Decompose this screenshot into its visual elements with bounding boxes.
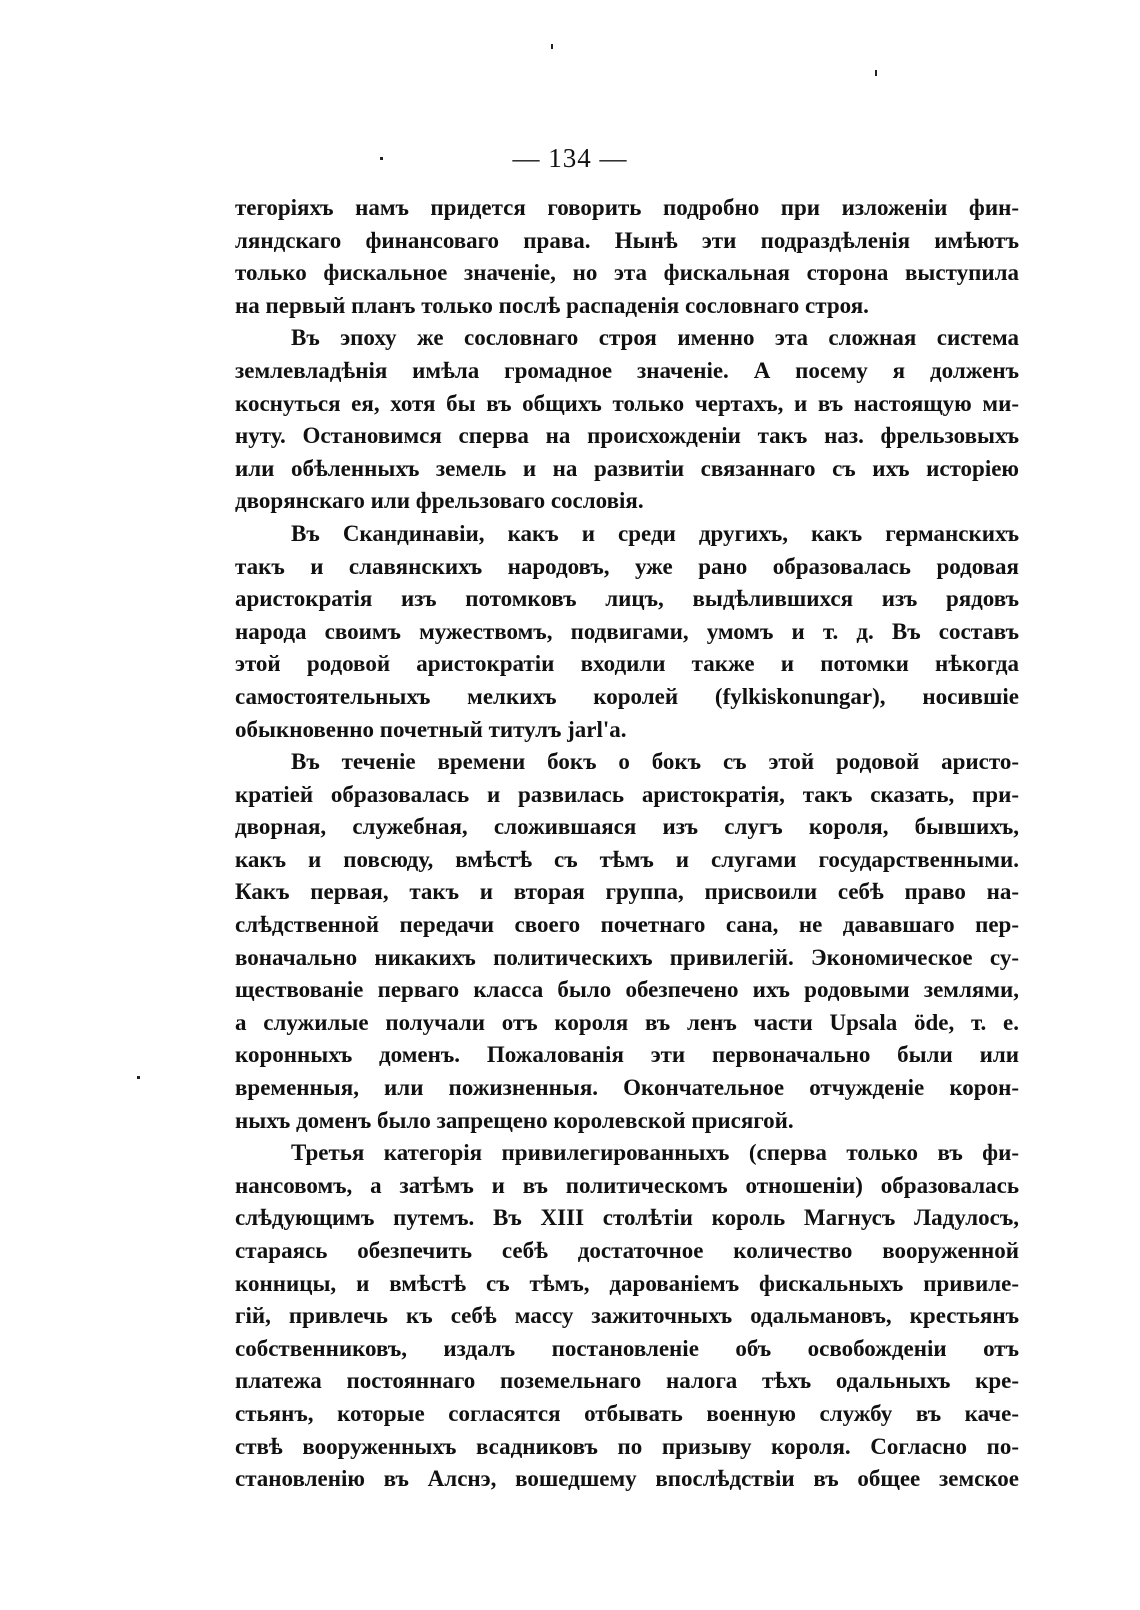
text-line: тегоріяхъ намъ придется говорить подробно при изложеніи фин-: [235, 195, 1019, 220]
text-line: на первый планъ только послѣ распаденія сословнаго строя.: [235, 292, 869, 318]
text-line: Въ Скандинавіи, какъ и среди другихъ, какъ германскихъ: [291, 520, 1019, 546]
text-line: воначально никакихъ политическихъ привилегій. Экономическое су-: [235, 944, 1019, 970]
text-line: стараясь обезпечить себѣ достаточное количество вооруженной: [235, 1238, 1019, 1263]
text-line: временныя, или пожизненныя. Окончательное отчужденіе корон-: [235, 1075, 1019, 1101]
text-line: Какъ первая, такъ и вторая группа, присвоили себѣ право на-: [235, 879, 1019, 905]
text-line: ствѣ вооруженныхъ всадниковъ по призыву короля. Согласно по-: [235, 1433, 1019, 1459]
text-line: кратіей образовалась и развилась аристократія, такъ сказать, при-: [235, 781, 1019, 807]
text-line: аристократія изъ потомковъ лицъ, выдѣлившихся изъ рядовъ: [235, 586, 1019, 612]
text-line: ныхъ доменъ было запрещено королевской присягой.: [235, 1107, 794, 1133]
text-line: платежа постояннаго поземельнаго налога тѣхъ одальныхъ кре-: [235, 1368, 1019, 1394]
text-line: Третья категорія привилегированныхъ (сперва только въ фи-: [291, 1140, 1019, 1166]
text-line: дворянскаго или фрельзоваго сословія.: [235, 488, 644, 514]
scan-speck: [380, 157, 383, 160]
text-line: ляндскаго финансоваго права. Нынѣ эти подраздѣленія имѣютъ: [235, 227, 1019, 253]
text-line: дворная, служебная, сложившаяся изъ слугъ короля, бывшихъ,: [235, 814, 1019, 840]
text-line: коронныхъ доменъ. Пожалованія эти первоначально были или: [235, 1042, 1019, 1068]
text-line: такъ и славянскихъ народовъ, уже рано образовалась родовая: [235, 553, 1019, 579]
text-line: слѣдующимъ путемъ. Въ XIII столѣтіи король Магнусъ Ладулосъ,: [235, 1205, 1019, 1231]
page-number: — 134 —: [512, 143, 628, 173]
text-line: нуту. Остановимся сперва на происхожденіи такъ наз. фрельзовыхъ: [235, 423, 1019, 449]
text-line: становленію въ Алснэ, вошедшему впослѣдствіи въ общее земское: [235, 1466, 1019, 1492]
text-line: обыкновенно почетный титулъ jarl'а.: [235, 716, 627, 742]
text-line: Въ эпоху же сословнаго строя именно эта сложная система: [291, 325, 1019, 351]
text-line: народа своимъ мужествомъ, подвигами, умомъ и т. д. Въ составъ: [235, 618, 1019, 644]
text-line: землевладѣнія имѣла громадное значеніе. А посему я долженъ: [235, 357, 1019, 383]
text-line: собственниковъ, издалъ постановленіе объ освобожденіи отъ: [235, 1335, 1019, 1361]
text-line: гій, привлечь къ себѣ массу зажиточныхъ одальмановъ, крестьянъ: [235, 1303, 1019, 1329]
text-line: или обѣленныхъ земель и на развитіи связаннаго съ ихъ исторіею: [235, 455, 1019, 481]
text-line: этой родовой аристократіи входили также и потомки нѣкогда: [235, 651, 1019, 677]
scan-speck: [551, 44, 553, 49]
text-line: ществованіе перваго класса было обезпечено ихъ родовыми землями,: [235, 977, 1019, 1003]
text-line: слѣдственной передачи своего почетнаго сана, не дававшаго пер-: [235, 912, 1019, 938]
text-line: Въ теченіе времени бокъ о бокъ съ этой родовой аристо-: [291, 749, 1019, 775]
text-line: конницы, и вмѣстѣ съ тѣмъ, дарованіемъ фискальныхъ привиле-: [235, 1270, 1019, 1296]
text-line: только фискальное значеніе, но эта фискальная сторона выступила: [235, 260, 1019, 286]
scan-speck: [137, 1076, 140, 1079]
body-text: [235, 192, 1019, 1496]
text-line: коснуться ея, хотя бы въ общихъ только чертахъ, и въ настоящую ми-: [235, 390, 1019, 416]
text-line: а служилые получали отъ короля въ ленъ части Upsala öde, т. е.: [235, 1009, 1019, 1035]
text-line: какъ и повсюду, вмѣстѣ съ тѣмъ и слугами государственными.: [235, 846, 1019, 872]
text-line: нансовомъ, а затѣмъ и въ политическомъ отношеніи) образовалась: [235, 1172, 1019, 1198]
scan-speck: [875, 70, 877, 76]
text-line: стьянъ, которые согласятся отбывать военную службу въ каче-: [235, 1400, 1019, 1426]
text-line: самостоятельныхъ мелкихъ королей (fylkiskonungar), носившіе: [235, 683, 1019, 709]
